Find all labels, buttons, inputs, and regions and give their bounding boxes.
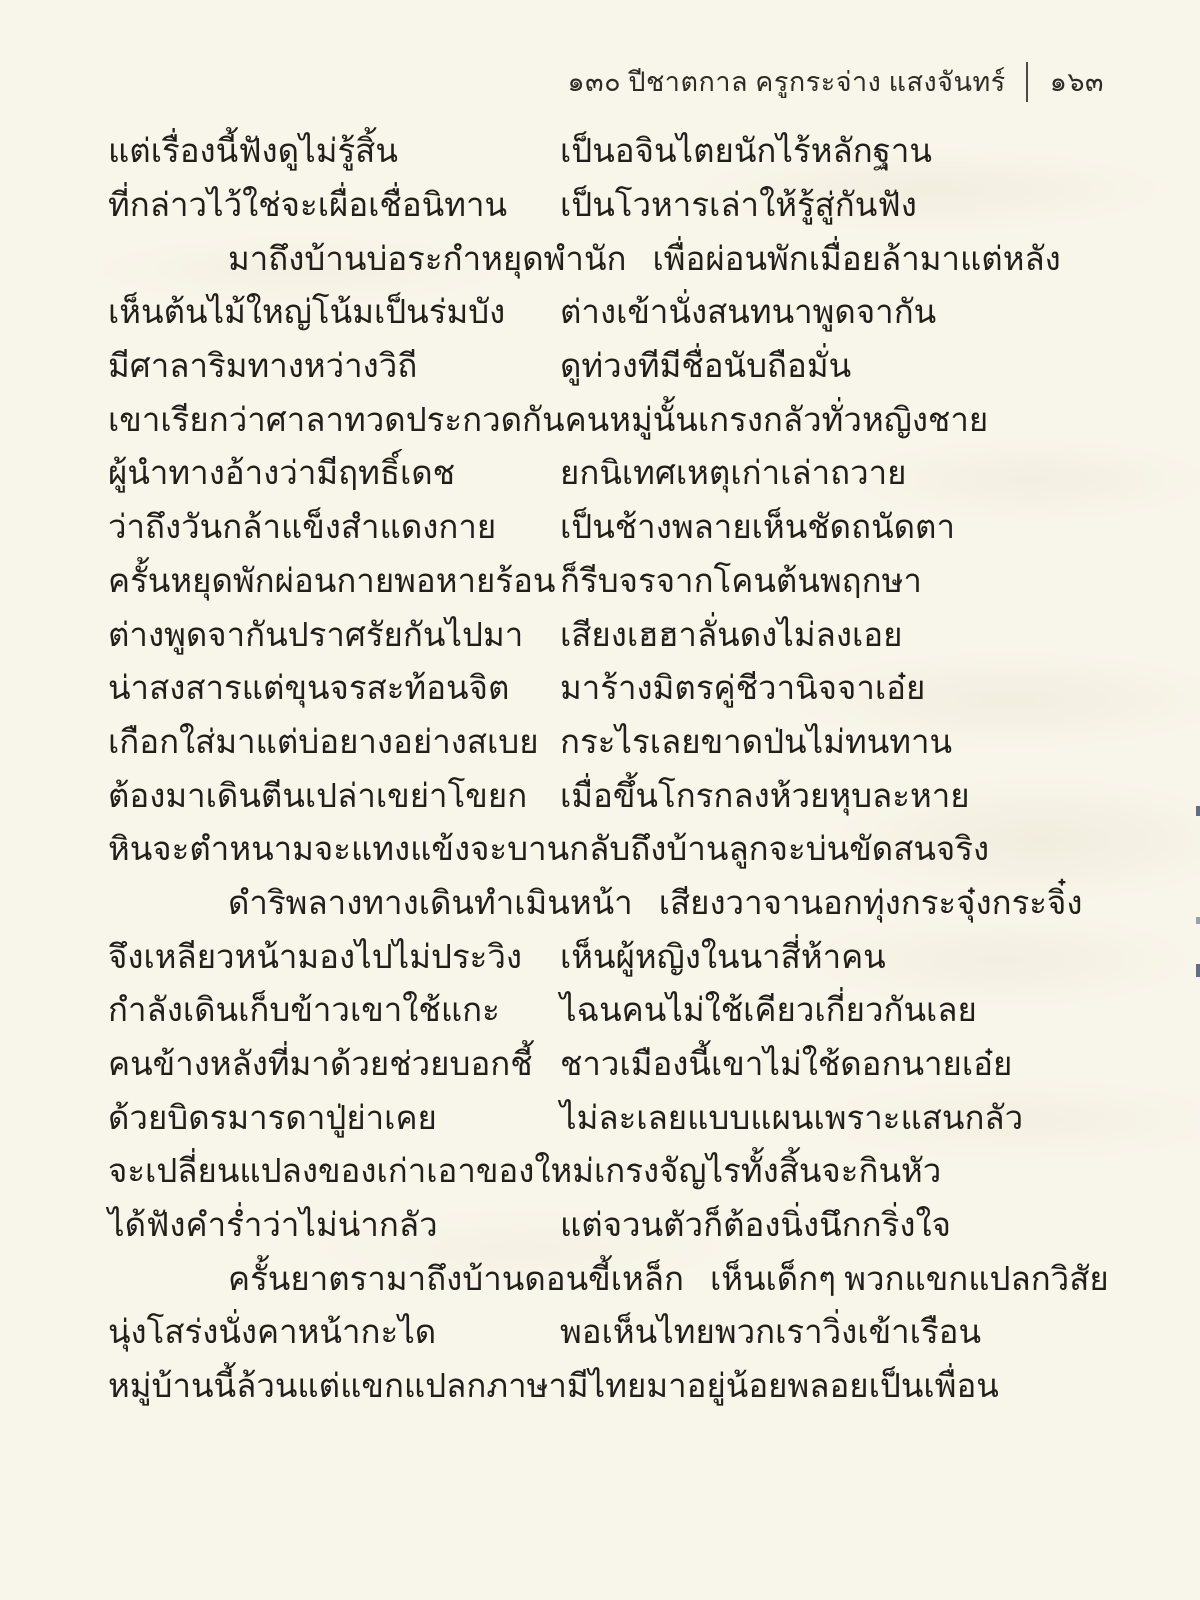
hemistich-right: เป็นช้างพลายเห็นชัดถนัดตา [560, 510, 956, 547]
hemistich-left: จึงเหลียวหน้ามองไปไม่ประวิง [108, 939, 523, 976]
hemistich-right: เมื่อขึ้นโกรกลงห้วยหุบละหาย [560, 778, 970, 815]
poem-line-stanza-start [0, 876, 1200, 930]
poem-line [0, 339, 1200, 393]
poem-line [0, 1037, 1200, 1091]
hemistich-right: พอเห็นไทยพวกเราวิ่งเข้าเรือน [560, 1315, 982, 1352]
hemistich-left: ต้องมาเดินตีนเปล่าเขย่าโขยก [108, 778, 528, 815]
hemistich-left: หมู่บ้านนี้ล้วนแต่แขกแปลกภาษา [108, 1369, 567, 1406]
scan-artifact [1196, 917, 1200, 924]
poem-line [0, 1305, 1200, 1359]
hemistich-left: เขาเรียกว่าศาลาทวดประกวดกัน [108, 402, 565, 439]
scan-artifact [1196, 964, 1200, 977]
hemistich-left: ว่าถึงวันกล้าแข็งสำแดงกาย [108, 510, 497, 547]
hemistich-right: มาร้างมิตรคู่ชีวานิจจาเอ๋ย [560, 671, 926, 708]
hemistich-left: ครั้นหยุดพักผ่อนกายพอหายร้อน [108, 563, 556, 600]
hemistich-left: เห็นต้นไม้ใหญ่โน้มเป็นร่มบัง [108, 295, 506, 332]
hemistich-right: เสียงเฮฮาลั่นดงไม่ลงเอย [560, 617, 903, 654]
poem-line [0, 661, 1200, 715]
hemistich-right: แต่จวนตัวก็ต้องนิ่งนึกกริ่งใจ [560, 1208, 951, 1245]
poem-line-stanza-start [0, 231, 1200, 285]
hemistich-left: ครั้นยาตรามาถึงบ้านดอนขี้เหล็ก [228, 1261, 684, 1298]
poem-line [0, 1359, 1200, 1413]
poem-line [0, 1198, 1200, 1252]
hemistich-left: กำลังเดินเก็บข้าวเขาใช้แกะ [108, 993, 500, 1030]
running-head-title: ๑๓๐ ปีชาตกาล ครูกระจ่าง แสงจันทร์ [567, 67, 1006, 97]
poem-line [0, 554, 1200, 608]
page-number: ๑๖๓ [1049, 67, 1104, 97]
poem-line [0, 124, 1200, 178]
poem-line [0, 822, 1200, 876]
poem-line-stanza-start [0, 1251, 1200, 1305]
hemistich-right: มีไทยมาอยู่น้อยพลอยเป็นเพื่อน [566, 1369, 999, 1406]
poem-line [0, 178, 1200, 232]
poem-line [0, 715, 1200, 769]
hemistich-left: หินจะตำหนามจะแทงแข้งจะบาน [108, 832, 570, 869]
hemistich-left: ผู้นำทางอ้างว่ามีฤทธิ์เดช [108, 456, 456, 493]
hemistich-left: ด้วยบิดรมารดาปู่ย่าเคย [108, 1100, 437, 1137]
hemistich-right: เห็นเด็กๆ พวกแขกแปลกวิสัย [709, 1261, 1109, 1298]
hemistich-right: ชาวเมืองนี้เขาไม่ใช้ดอกนายเอ๋ย [560, 1047, 1013, 1084]
hemistich-right: ต่างเข้านั่งสนทนาพูดจากัน [560, 295, 937, 332]
hemistich-left: มาถึงบ้านบ่อระกำหยุดพำนัก [228, 241, 627, 278]
hemistich-left: มีศาลาริมทางหว่างวิถี [108, 349, 418, 386]
poem-line [0, 285, 1200, 339]
header-divider [1026, 62, 1028, 102]
poem-line [0, 983, 1200, 1037]
hemistich-right: ดูท่วงทีมีชื่อนับถือมั่น [560, 349, 852, 386]
hemistich-right: เสียงวาจานอกทุ่งกระจุ๋งกระจิ๋ง [658, 885, 1083, 922]
page-header [568, 60, 1105, 103]
poem-line [0, 1144, 1200, 1198]
hemistich-right: ก็รีบจรจากโคนต้นพฤกษา [560, 563, 922, 600]
hemistich-right: ไฉนคนไม่ใช้เคียวเกี่ยวกันเลย [560, 993, 977, 1030]
hemistich-left: แต่เรื่องนี้ฟังดูไม่รู้สิ้น [108, 134, 398, 171]
scan-artifact [1196, 806, 1200, 816]
hemistich-right: คนหมู่นั้นเกรงกลัวทั่วหญิงชาย [564, 402, 989, 439]
hemistich-left: ที่กล่าวไว้ใช่จะเผื่อเชื่อนิทาน [108, 188, 508, 225]
hemistich-left: ได้ฟังคำร่ำว่าไม่น่ากลัว [108, 1208, 438, 1245]
hemistich-left: นุ่งโสร่งนั่งคาหน้ากะได [108, 1315, 437, 1352]
hemistich-left: เกือกใส่มาแต่บ่อยางอย่างสเบย [108, 724, 539, 761]
poem-line [0, 929, 1200, 983]
hemistich-left: ต่างพูดจากันปราศรัยกันไปมา [108, 617, 524, 654]
poem-line [0, 392, 1200, 446]
hemistich-left: คนข้างหลังที่มาด้วยช่วยบอกชี้ [108, 1047, 533, 1084]
poem-line [0, 446, 1200, 500]
hemistich-left: จะเปลี่ยนแปลงของเก่าเอาของใหม่ [108, 1154, 594, 1191]
hemistich-right: เห็นผู้หญิงในนาสี่ห้าคน [560, 939, 886, 976]
hemistich-right: เป็นอจินไตยนักไร้หลักฐาน [560, 134, 932, 171]
poem-line [0, 1090, 1200, 1144]
hemistich-right: ไม่ละเลยแบบแผนเพราะแสนกลัว [560, 1100, 1024, 1137]
poem-line [0, 500, 1200, 554]
poem-body [0, 124, 1200, 1413]
hemistich-right: กลับถึงบ้านลูกจะบ่นขัดสนจริง [569, 832, 990, 869]
hemistich-left: น่าสงสารแต่ขุนจรสะท้อนจิต [108, 671, 510, 708]
hemistich-right: เกรงจัญไรทั้งสิ้นจะกินหัว [593, 1154, 942, 1191]
hemistich-right: เป็นโวหารเล่าให้รู้สู่กันฟัง [560, 188, 917, 225]
poem-line [0, 768, 1200, 822]
hemistich-right: ยกนิเทศเหตุเก่าเล่าถวาย [560, 456, 907, 493]
hemistich-right: เพื่อผ่อนพักเมื่อยล้ามาแต่หลัง [652, 241, 1061, 278]
hemistich-right: กระไรเลยขาดป่นไม่ทนทาน [560, 724, 953, 761]
poem-line [0, 607, 1200, 661]
hemistich-left: ดำริพลางทางเดินทำเมินหน้า [228, 885, 633, 922]
